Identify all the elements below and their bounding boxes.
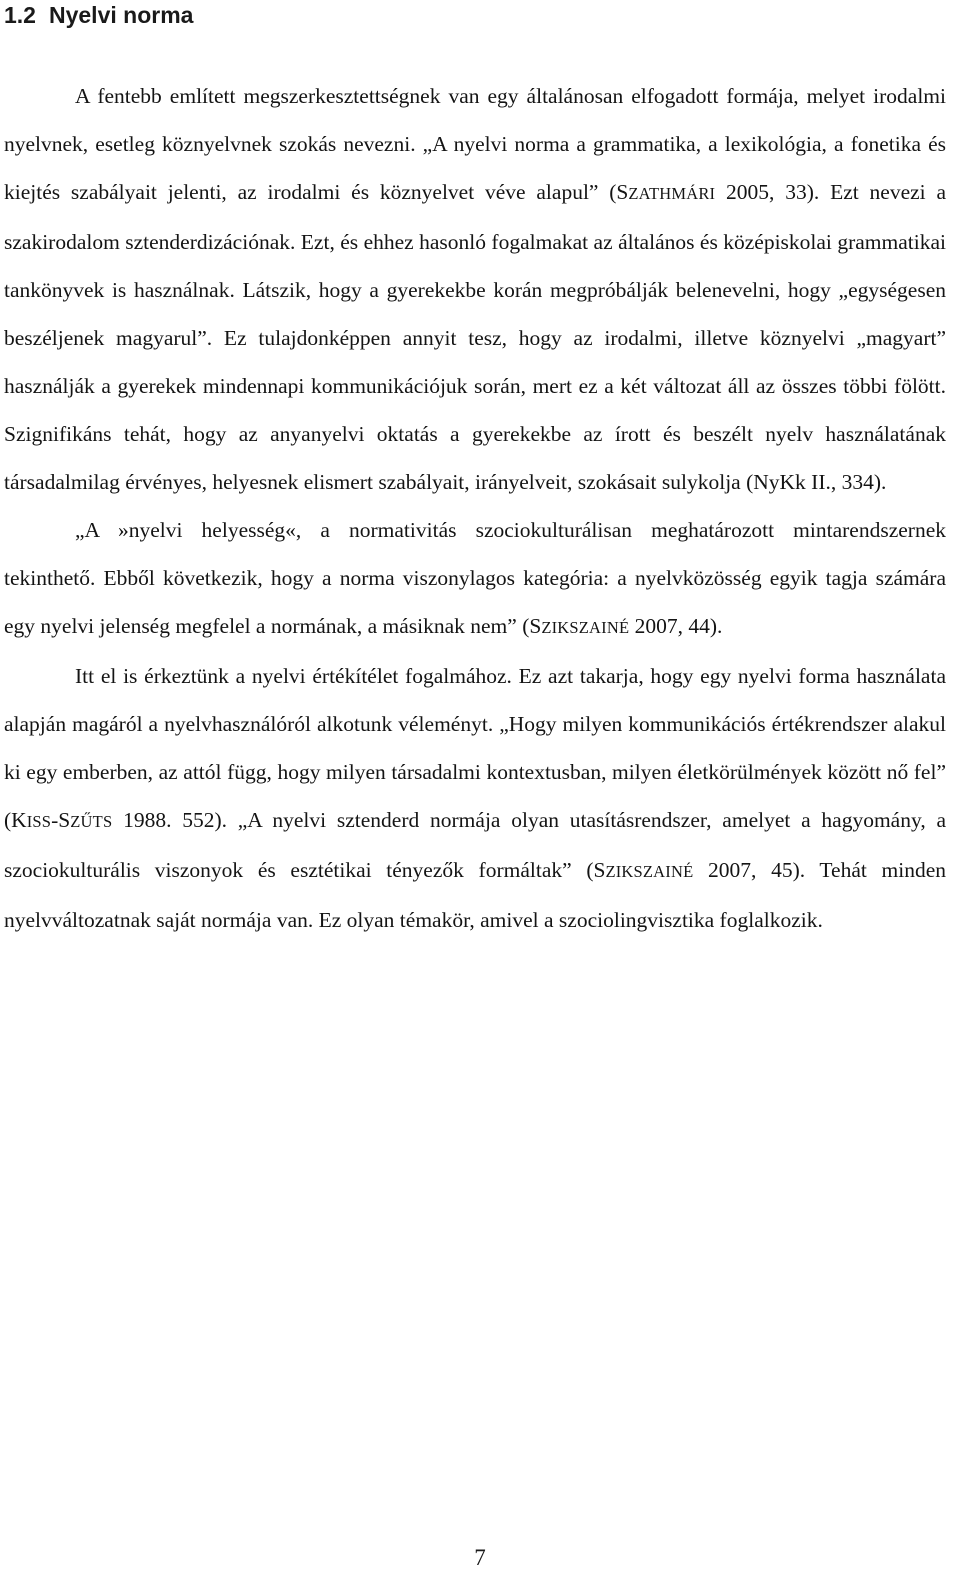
page-number: 7 bbox=[474, 1545, 486, 1570]
text-run: „A »nyelvi helyesség«, a normativitás szociokulturálisan meghatározott mintarendszernek tekinthető. Ebből következik, hogy a norma viszonylagos kategória: a nyelvközösség egyik tagja számára egy nyelvi jelenség megfelel a normának, a másiknak nem” (S bbox=[4, 518, 946, 638]
paragraph-3 bbox=[4, 652, 946, 944]
text-run: A fentebb említett megszerkesztettségnek van egy általánosan elfogadott formája, melyet irodalmi nyelvnek, esetleg köznyelvnek szokás nevezni. „A nyelvi norma a grammatika, a lexikológia, a fonetika és kiejtés szabályait jelenti, az irodalmi és köznyelvet véve alapul” (S bbox=[4, 84, 946, 204]
text-run: Itt el is érkeztünk a nyelvi értékítélet fogalmához. Ez azt takarja, hogy egy nyelvi forma használata alapján magáról a nyelvhasználóról alkotunk véleményt. „Hogy milyen kommunikációs értékrendszer alakul ki egy emberben, az attól függ, hogy milyen társadalmi kontextusban, milyen életkörülmények között nő fel” (K bbox=[4, 664, 946, 832]
section-title: Nyelvi norma bbox=[48, 2, 194, 28]
paragraph-1 bbox=[4, 72, 946, 506]
section-number: 1.2 bbox=[4, 2, 36, 28]
text-run: 2007, 44). bbox=[629, 614, 723, 638]
text-run: -S bbox=[51, 808, 71, 832]
text-run: 2007, 45). Tehát minden nyelvváltozatnak saját normája van. Ez olyan témakör, amivel a szociolingvisztika foglalkozik. bbox=[4, 858, 946, 932]
paragraph-2 bbox=[4, 506, 946, 652]
author-surname: ZIKSZAINÉ bbox=[541, 618, 630, 637]
author-surname: ZIKSZAINÉ bbox=[605, 862, 694, 881]
author-surname: ISS bbox=[26, 812, 52, 831]
author-surname: ZATHMÁRI bbox=[628, 184, 716, 203]
author-surname: ZŰTS bbox=[70, 812, 113, 831]
text-run: 1988. 552). „A nyelvi sztenderd normája olyan utasításrendszer, amelyet a hagyomány, a szociokulturális viszonyok és esztétikai tényezők formáltak” (S bbox=[4, 808, 946, 882]
text-run: 2005, 33). Ezt nevezi a szakirodalom sztenderdizációnak. Ezt, és ehhez hasonló fogalmakat az általános és középiskolai grammatikai tankönyvek is használnak. Látszik, hogy a gyerekekbe korán megpróbálják belenevelni, hogy „egységesen beszéljenek magyarul”. Ez tulajdonképpen annyit tesz, hogy az irodalmi, illetve köznyelvi „magyart” használják a gyerekek mindennapi kommunikációjuk során, mert ez a két változat áll az összes többi fölött. Szignifikáns tehát, hogy az anyanyelvi oktatás a gyerekekbe az írott és beszélt nyelv használatának társadalmilag érvényes, helyesnek elismert szabályait, irányelveit, szokásait sulykolja (NyKk II., 334). bbox=[4, 180, 946, 494]
body-text bbox=[4, 72, 946, 944]
section-heading bbox=[4, 0, 193, 30]
